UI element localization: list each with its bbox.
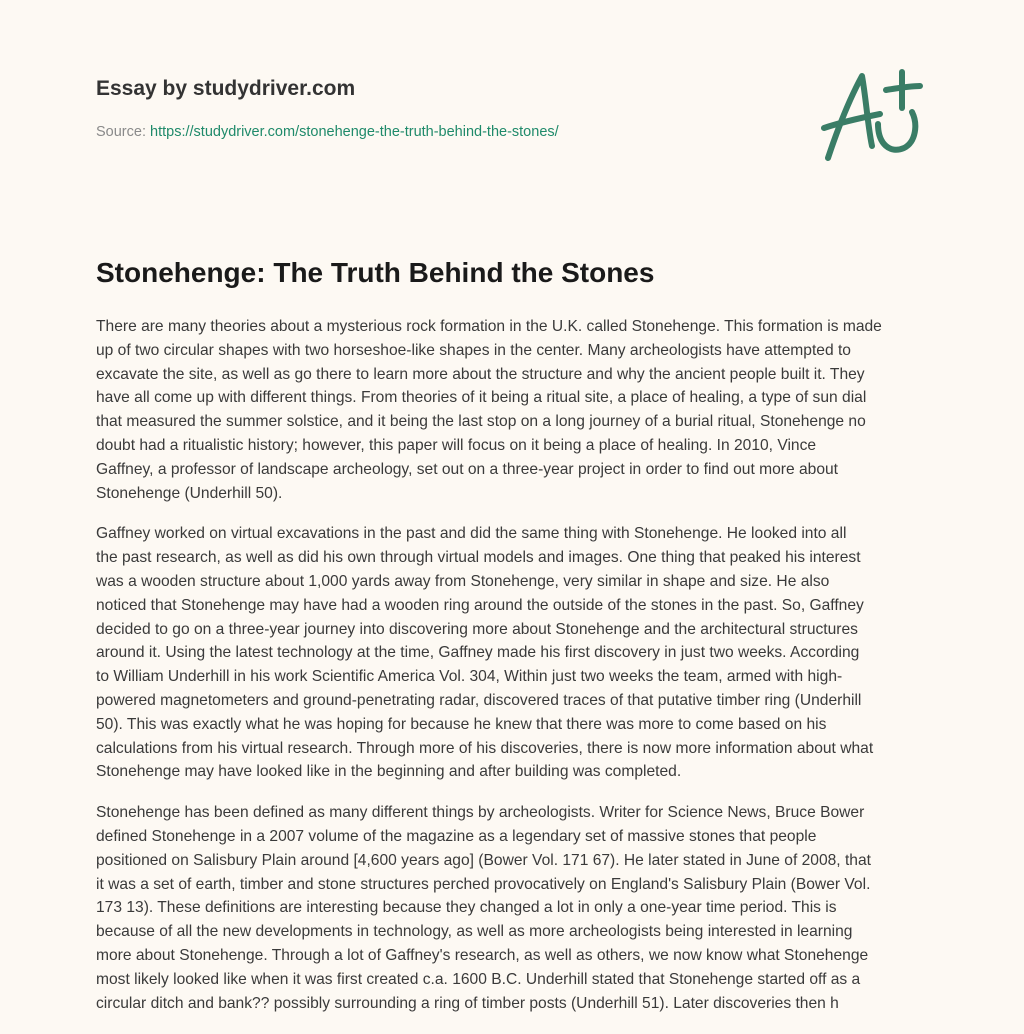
paragraph-line: Gaffney worked on virtual excavations in the past and did the same thing with Stonehenge. He looked into all — [96, 525, 847, 543]
paragraph-line: noticed that Stonehenge may have had a wooden ring around the outside of the stones in the past. So, Gaffney — [96, 596, 864, 614]
paragraph-line: 173 13). These definitions are interesting because they changed a lot in only a one-year time period. This is — [96, 899, 837, 917]
paragraph-line: doubt had a ritualistic history; however, this paper will focus on it being a place of healing. In 2010, Vince — [96, 436, 817, 454]
source-line — [96, 124, 559, 140]
paragraph-line: positioned on Salisbury Plain around [4,600 years ago] (Bower Vol. 171 67). He later stated in June of 2008, that — [96, 851, 871, 869]
paragraph-line: Stonehenge may have looked like in the beginning and after building was completed. — [96, 763, 682, 781]
paragraph-line: most likely looked like when it was first created c.a. 1600 B.C. Underhill stated that Stonehenge started off as a — [96, 970, 861, 988]
paragraph-line: the past research, as well as did his own through virtual models and images. One thing that peaked his interest — [96, 549, 861, 567]
paragraph-line: to William Underhill in his work Scientific America Vol. 304, Within just two weeks the team, armed with high- — [96, 668, 843, 686]
paragraph-line: Stonehenge has been defined as many different things by archeologists. Writer for Science News, Bruce Bower — [96, 804, 865, 822]
paragraph-line: because of all the new developments in technology, as well as more archeologists being interested in learning — [96, 923, 853, 941]
paragraph-line: up of two circular shapes with two horseshoe-like shapes in the center. Many archeologists have attempted to — [96, 341, 851, 359]
paragraph-line: have all come up with different things. From theories of it being a ritual site, a place of healing, a type of sun dial — [96, 389, 867, 407]
paragraph-line: Gaffney, a professor of landscape archeology, set out on a three-year project in order to find out more about — [96, 460, 839, 478]
source-link[interactable]: https://studydriver.com/stonehenge-the-truth-behind-the-stones/ — [150, 124, 559, 140]
paragraph-line: calculations from his virtual research. Through more of his discoveries, there is now more information about what — [96, 739, 874, 757]
paragraph-line: circular ditch and bank?? possibly surrounding a ring of timber posts (Underhill 51). Later discoveries then h — [96, 994, 839, 1012]
source-label: Source: — [96, 124, 146, 140]
paragraph-line: it was a set of earth, timber and stone structures perched provocatively on England's Salisbury Plain (Bower Vol. — [96, 875, 871, 893]
paragraph-line: There are many theories about a mysterious rock formation in the U.K. called Stonehenge. This formation is made — [96, 318, 882, 335]
paragraph-line: powered magnetometers and ground-penetrating radar, discovered traces of that putative timber ring (Underhill — [96, 691, 862, 709]
a-plus-logo — [818, 68, 930, 164]
paragraph-line: 50). This was exactly what he was hoping for because he knew that there was more to come based on his — [96, 715, 827, 733]
paragraph-line: more about Stonehenge. Through a lot of Gaffney's research, as well as others, we now know what Stonehenge — [96, 946, 869, 964]
paragraph-line: decided to go on a three-year journey into discovering more about Stonehenge and the architectural structures — [96, 620, 858, 638]
paragraph — [96, 315, 936, 505]
paragraph-line: excavate the site, as well as go there to learn more about the structure and why the ancient people built it. They — [96, 365, 865, 383]
paragraph-line: was a wooden structure about 1,000 yards away from Stonehenge, very similar in shape and size. He also — [96, 572, 830, 590]
paragraph — [96, 801, 936, 1015]
paragraph-line: Stonehenge (Underhill 50). — [96, 484, 283, 502]
essay-title: Stonehenge: The Truth Behind the Stones — [96, 257, 655, 288]
paragraph-line: that measured the summer solstice, and it being the last stop on a long journey of a burial ritual, Stonehenge no — [96, 413, 866, 431]
paragraph-line: around it. Using the latest technology at the time, Gaffney made his first discovery in just two weeks. According — [96, 644, 860, 662]
site-title: Essay by studydriver.com — [96, 77, 356, 100]
essay-body — [96, 315, 936, 1032]
paragraph-line: defined Stonehenge in a 2007 volume of the magazine as a legendary set of massive stones that people — [96, 827, 817, 845]
paragraph — [96, 522, 936, 784]
